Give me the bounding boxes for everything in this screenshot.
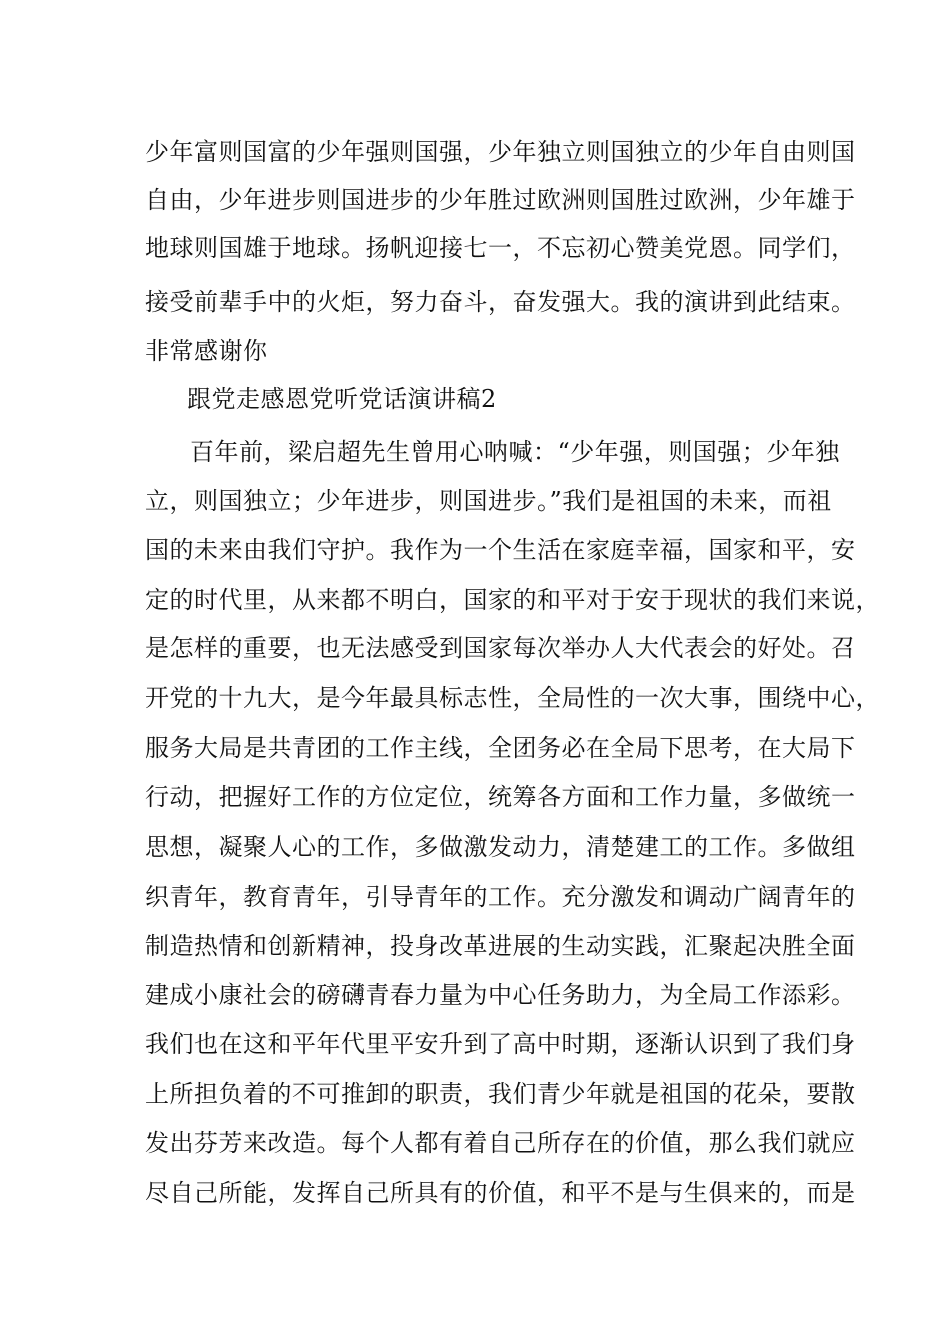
paragraph1-line-1: 少年富则国富的少年强则国强，少年独立则国独立的少年自由则国 xyxy=(145,138,856,166)
paragraph2-line-4: 定的时代里，从来都不明白，国家的和平对于安于现状的我们来说， xyxy=(145,586,880,614)
paragraph2-line-2: 立，则国独立；少年进步，则国进步。”我们是祖国的未来，而祖 xyxy=(145,487,832,515)
paragraph2-line-1: 百年前，梁启超先生曾用心呐喊：“少年强，则国强；少年独 xyxy=(190,438,840,466)
paragraph2-line-3: 国的未来由我们守护。我作为一个生活在家庭幸福，国家和平，安 xyxy=(145,536,856,564)
paragraph2-line-5: 是怎样的重要，也无法感受到国家每次举办人大代表会的好处。召 xyxy=(145,634,856,662)
paragraph1-line-3: 地球则国雄于地球。扬帆迎接七一，不忘初心赞美党恩。同学们， xyxy=(145,234,856,262)
paragraph2-line-11: 制造热情和创新精神，投身改革进展的生动实践，汇聚起决胜全面 xyxy=(145,932,856,960)
paragraph2-line-14: 上所担负着的不可推卸的职责，我们青少年就是祖国的花朵，要散 xyxy=(145,1080,856,1108)
paragraph1-line-2: 自由，少年进步则国进步的少年胜过欧洲则国胜过欧洲，少年雄于 xyxy=(145,186,856,214)
paragraph2-line-10: 织青年，教育青年，引导青年的工作。充分激发和调动广阔青年的 xyxy=(145,883,856,911)
paragraph2-line-8: 行动，把握好工作的方位定位，统筹各方面和工作力量，多做统一 xyxy=(145,783,856,811)
section-title: 跟党走感恩党听党话演讲稿2 xyxy=(187,385,497,413)
paragraph2-line-6: 开党的十九大，是今年最具标志性，全局性的一次大事，围绕中心， xyxy=(145,684,880,712)
paragraph2-line-9: 思想，凝聚人心的工作，多做激发动力，清楚建工的工作。多做组 xyxy=(145,833,856,861)
paragraph2-line-16: 尽自己所能，发挥自己所具有的价值，和平不是与生俱来的，而是 xyxy=(145,1179,856,1207)
paragraph1-line-4: 接受前辈手中的火炬，努力奋斗，奋发强大。我的演讲到此结束。 xyxy=(145,288,856,316)
paragraph2-line-7: 服务大局是共青团的工作主线，全团务必在全局下思考，在大局下 xyxy=(145,734,856,762)
paragraph2-line-12: 建成小康社会的磅礴青春力量为中心任务助力，为全局工作添彩。 xyxy=(145,981,856,1009)
paragraph2-line-13: 我们也在这和平年代里平安升到了高中时期，逐渐认识到了我们身 xyxy=(145,1030,856,1058)
paragraph1-line-5: 非常感谢你 xyxy=(145,337,268,365)
paragraph2-line-15: 发出芬芳来改造。每个人都有着自己所存在的价值，那么我们就应 xyxy=(145,1129,856,1157)
